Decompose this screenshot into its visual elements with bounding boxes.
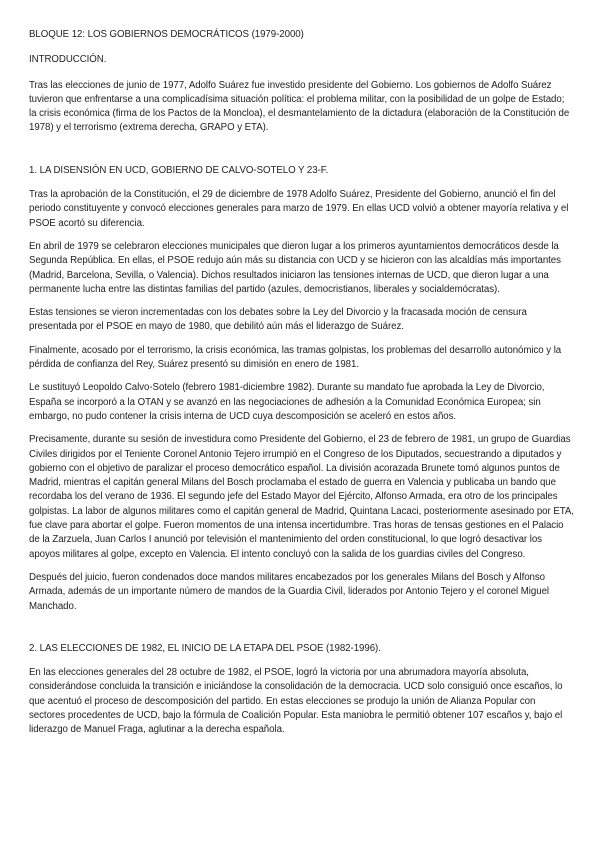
section-1-paragraph-2: En abril de 1979 se celebraron elecciones municipales que dieron lugar a los primeros ayuntamientos democráticos desde la Segunda República. En ellas, el PSOE redujo aún más su distancia con UCD y se hicieron con las alcaldías más importantes (Madrid, Barcelona, Sevilla, o Valencia). Dichos resultados iniciaron las tensiones internas de UCD, que dieron lugar a una permanente lucha entre las distintas familias del partido (azules, democristianos, liberales y socialdemócratas). (29, 240, 561, 295)
document-title: BLOQUE 12: LOS GOBIERNOS DEMOCRÁTICOS (1979-2000) (29, 29, 304, 40)
section-spacer (29, 145, 574, 164)
intro-paragraph: Tras las elecciones de junio de 1977, Adolfo Suárez fue investido presidente del Gobierno. Los gobiernos de Adolfo Suárez tuvieron que enfrentarse a una complicadísima situación política: el problema militar, con la posibilidad de un golpe de Estado; la crisis económica (firma de los Pactos de la Moncloa), el desmantelamiento de la dictadura (elaboración de la Constitución de 1978) y el terrorismo (extrema derecha, GRAPO y ETA). (29, 79, 570, 134)
section-1-paragraph-4: Finalmente, acosado por el terrorismo, la crisis económica, las tramas golpistas, los problemas del desarrollo autonómico y la pérdida de confianza del Rey, Suárez presentó su dimisión en enero de 1981. (29, 344, 562, 371)
section-2-heading: 2. LAS ELECCIONES DE 1982, EL INICIO DE LA ETAPA DEL PSOE (1982-1996). (29, 642, 381, 654)
section-1-paragraph-7: Después del juicio, fueron condenados doce mandos militares encabezados por los generales Milans del Bosch y Alfonso Armada, además de un importante número de mandos de la Guardia Civil, liderados por Antonio Tejero y el coronel Miguel Manchado. (29, 571, 550, 612)
section-1-paragraph-5: Le sustituyó Leopoldo Calvo-Sotelo (febrero 1981-diciembre 1982). Durante su mandato fue aprobada la Ley de Divorcio, España se incorporó a la OTAN y se avanzó en las negociaciones de adhesión a la Comunidad Económica Europea; sin embargo, no pudo contener la crisis interna de UCD cuya descomposición se aceleró en estos años. (29, 382, 545, 422)
intro-heading: INTRODUCCIÓN. (29, 54, 107, 66)
section-2-paragraph-1: En las elecciones generales del 28 octubre de 1982, el PSOE, logró la victoria por una abrumadora mayoría absoluta, considerándose concluida la transición e iniciándose la consolidación de la democracia. UCD solo consiguió once escaños, lo que acentuó el proceso de descomposición del partido. En estas elecciones se produjo la unión de Alianza Popular con sectores procedentes de UCD, bajo la fórmula de Coalición Popular. Esta maniobra le permitió obtener 107 escaños y, bajo el liderazgo de Manuel Fraga, aglutinar a la derecha española. (29, 667, 563, 736)
section-1-heading: 1. LA DISENSIÓN EN UCD, GOBIERNO DE CALVO-SOTELO Y 23-F. (29, 164, 329, 176)
section-1-paragraph-1: Tras la aprobación de la Constitución, el 29 de diciembre de 1978 Adolfo Suárez, Presidente del Gobierno, anunció el fin del periodo constituyente y convocó elecciones generales para marzo de 1979. En ellas UCD volvió a obtener mayoría relativa y el PSOE acortó su diferencia. (29, 189, 569, 229)
section-1-paragraph-6: Precisamente, durante su sesión de investidura como Presidente del Gobierno, el 23 de febrero de 1981, un grupo de Guardias Civiles dirigidos por el Teniente Coronel Antonio Tejero irrumpió en el Congreso de los Diputados, secuestrando a diputados y gobierno con el objetivo de paralizar el proceso democrático español. La división acorazada Brunete tomó algunos puntos de Madrid, mientras el capitán general Milans del Bosch proclamaba el estado de guerra en Valencia y publicaba un bando que recordaba los del verano de 1936. El segundo jefe del Estado Mayor del Ejército, Alfonso Armada, era otro de los principales golpistas. La labor de algunos militares como el capitán general de Madrid, Quintana Lacaci, posteriormente asesinado por ETA, fue clave para abortar el golpe. Fueron momentos de una intensa incertidumbre. Tras horas de tensas gestiones en el Palacio de la Zarzuela, Juan Carlos I anunció por televisión el mantenimiento del orden constitucional, lo que logró desactivar los apoyos militares al golpe, excepto en Valencia. El intento concluyó con la salida de los guardias civiles del Congreso. (29, 434, 574, 560)
section-spacer (29, 623, 574, 642)
section-1-paragraph-3: Estas tensiones se vieron incrementadas con los debates sobre la Ley del Divorcio y la fracasada moción de censura presentada por el PSOE en mayo de 1980, que debilitó aún más el liderazgo de Suárez. (29, 307, 527, 333)
